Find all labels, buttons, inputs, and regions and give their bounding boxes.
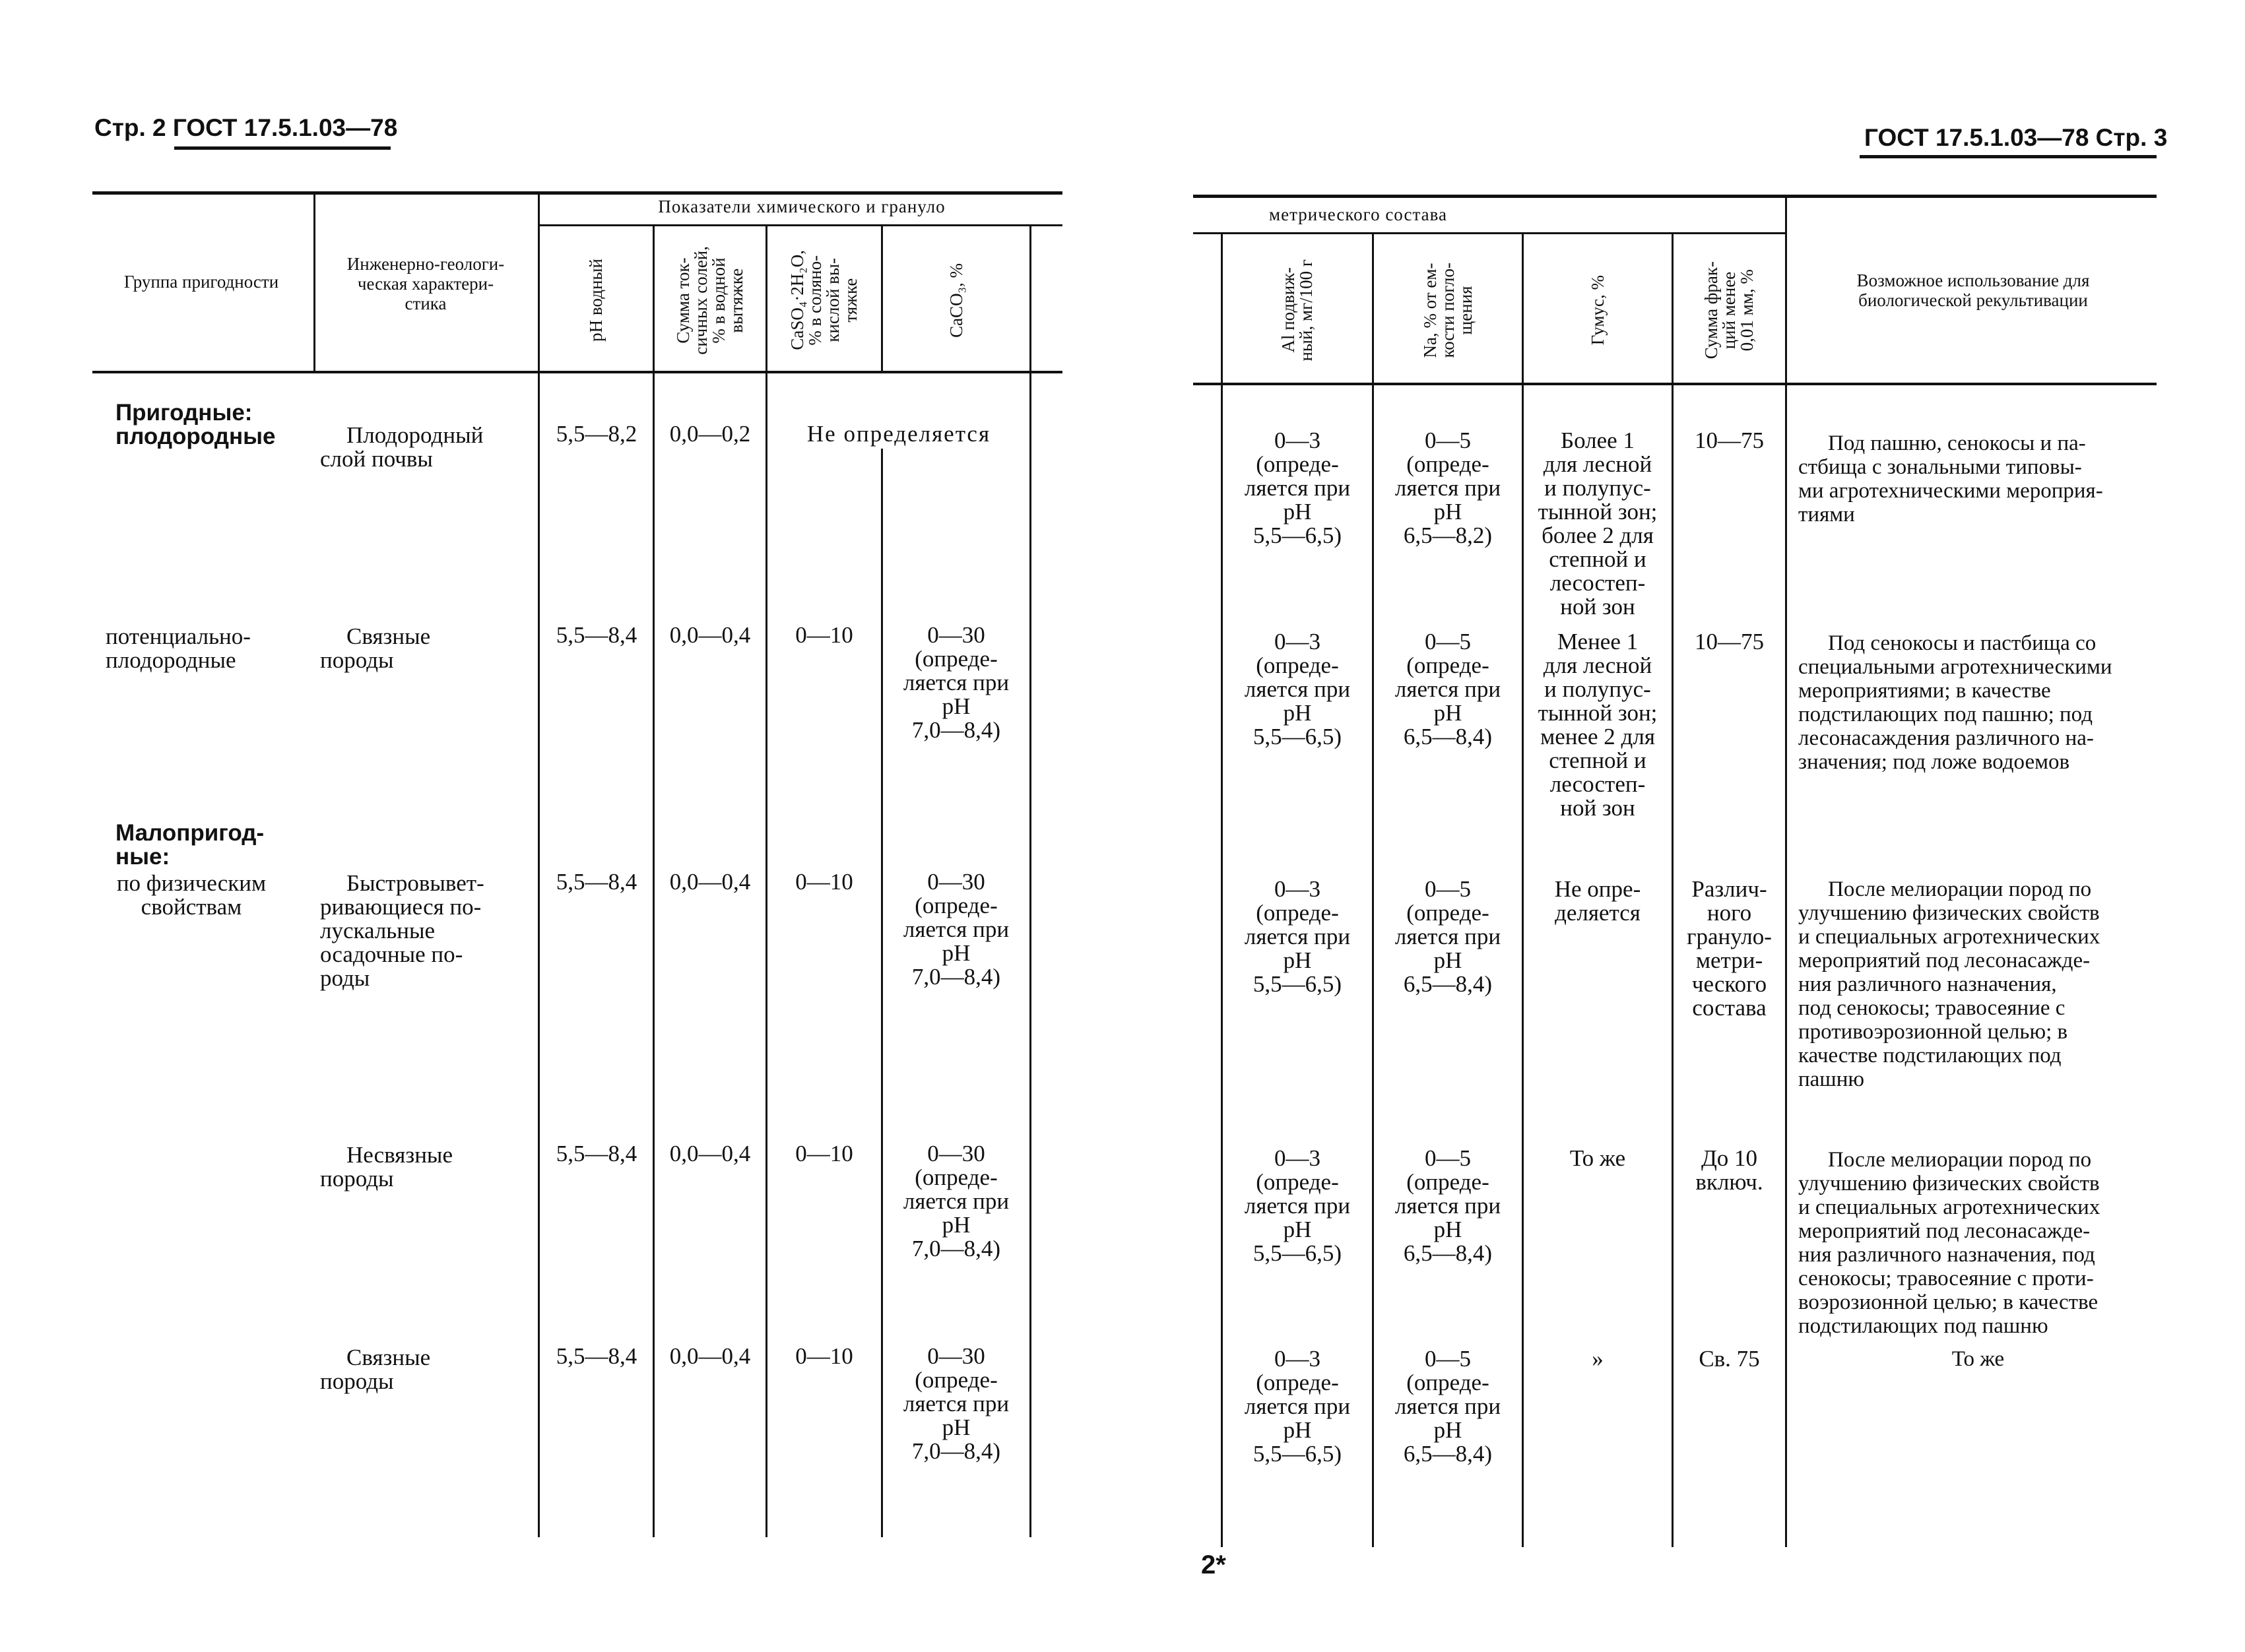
col-header-usage: Возможное использование для биологической рекультивации <box>1856 270 2090 310</box>
group-suitable-title: Пригодные: <box>115 400 253 426</box>
r-row5-fractions: Св. 75 <box>1699 1346 1760 1372</box>
header-underline <box>174 146 391 150</box>
group-fertile: плодородные <box>115 424 276 449</box>
col-header-caso4: CaSO₄·2H₂O, % в соляно- кислой вы- тяжке <box>787 250 861 350</box>
row1-char: Плодородный слой почвы <box>320 422 484 472</box>
row4-caso4: 0—10 <box>795 1141 853 1166</box>
header-bottom-rule <box>1193 383 2157 385</box>
row5-caco3: 0—30 (опреде- ляется при pH 7,0—8,4) <box>903 1343 1010 1464</box>
row4-salts: 0,0—0,4 <box>669 1141 751 1166</box>
row3-ph: 5,5—8,4 <box>556 869 637 895</box>
r-row5-na: 0—5 (опреде- ляется при pH 6,5—8,4) <box>1394 1346 1501 1467</box>
table-top-rule <box>92 191 1062 195</box>
r-row4-fractions: До 10 включ. <box>1695 1145 1763 1195</box>
row2-ph: 5,5—8,4 <box>556 622 637 648</box>
row4-caco3: 0—30 (опреде- ляется при pH 7,0—8,4) <box>903 1141 1010 1261</box>
col-header-caco3: CaCO₃, % <box>946 263 966 338</box>
r-row3-fractions: Различ- ного грануло- метри- ческого состава <box>1687 876 1772 1021</box>
col-header-indicators-cont: метрического состава <box>1269 205 1447 224</box>
r-row3-na: 0—5 (опреде- ляется при pH 6,5—8,4) <box>1394 876 1501 997</box>
row5-salts: 0,0—0,4 <box>669 1343 751 1369</box>
row3-caso4: 0—10 <box>795 869 853 895</box>
r-row4-na: 0—5 (опреде- ляется при pH 6,5—8,4) <box>1394 1145 1501 1266</box>
r-row5-usage: То же <box>1951 1347 2005 1371</box>
row1-caso4: Не определяется <box>806 421 991 447</box>
col-header-salts: Сумма ток- сичных солей, % в водной вытяжке <box>673 245 746 355</box>
r-row2-humus: Менее 1 для лесной и полупус- тынной зон; менее 2 для степной и лесостеп- ной зон <box>1538 629 1658 821</box>
r-row4-usage: После мелиорации пород по улучшению физических свойств и специальных агротехнических мероприятий под лесонасажде- ния различного назначения, под сенокосы; травосеяние с проти- воэрозионной целью; в качестве подстилающих под пашню <box>1798 1148 2100 1338</box>
row3-caco3: 0—30 (опреде- ляется при pH 7,0—8,4) <box>903 869 1010 990</box>
r-row3-humus: Не опре- деляется <box>1554 876 1641 926</box>
row5-caso4: 0—10 <box>795 1343 853 1369</box>
row1-ph: 5,5—8,2 <box>556 421 637 447</box>
r-row5-humus: » <box>1592 1346 1604 1372</box>
row1-salts: 0,0—0,2 <box>669 421 751 447</box>
col-header-al: Al подвиж- ный, мг/100 г <box>1278 259 1316 362</box>
col-header-fractions: Сумма фрак- ций менее 0,01 мм, % <box>1701 261 1757 360</box>
row4-ph: 5,5—8,4 <box>556 1141 637 1166</box>
col-header-ph: pH водный <box>585 259 606 342</box>
right-page-header: ГОСТ 17.5.1.03—78 Стр. 3 <box>1864 124 2168 151</box>
row3-salts: 0,0—0,4 <box>669 869 751 895</box>
r-row2-al: 0—3 (опреде- ляется при pH 5,5—6,5) <box>1244 629 1351 749</box>
row2-char: Связные породы <box>320 623 431 673</box>
row2-caco3: 0—30 (опреде- ляется при pH 7,0—8,4) <box>903 622 1010 743</box>
r-row3-al: 0—3 (опреде- ляется при pH 5,5—6,5) <box>1244 876 1351 997</box>
col-divider <box>1029 224 1031 1537</box>
r-row4-humus: То же <box>1569 1145 1626 1171</box>
col-header-indicators: Показатели химического и грануло <box>658 197 946 216</box>
indicators-rule <box>1193 232 1785 234</box>
row2-salts: 0,0—0,4 <box>669 622 751 648</box>
row4-char: Несвязные породы <box>320 1142 453 1191</box>
group-low-suitable-title: Малопригод- ные: <box>115 820 265 870</box>
r-row3-usage: После мелиорации пород по улучшению физических свойств и специальных агротехнических мероприятий под лесонасажде- ния различного назначения, под сенокосы; травосеяние с противоэрозионной целью; в качестве подстилающих под пашню <box>1798 877 2100 1091</box>
r-row4-al: 0—3 (опреде- ляется при pH 5,5—6,5) <box>1244 1145 1351 1266</box>
indicators-rule <box>538 224 1062 226</box>
row2-caso4: 0—10 <box>795 622 853 648</box>
r-row5-al: 0—3 (опреде- ляется при pH 5,5—6,5) <box>1244 1346 1351 1467</box>
group-physical-properties: по физическим свойствам <box>116 870 267 920</box>
header-underline <box>1860 155 2157 158</box>
col-header-group: Группа пригодности <box>123 272 279 292</box>
col-divider <box>538 191 540 1537</box>
table-top-rule <box>1193 195 2157 198</box>
left-page-header: Стр. 2 ГОСТ 17.5.1.03—78 <box>94 114 398 141</box>
row5-ph: 5,5—8,4 <box>556 1343 637 1369</box>
col-divider <box>1785 195 1787 1547</box>
col-header-humus: Гумус, % <box>1587 274 1608 346</box>
r-row1-fractions: 10—75 <box>1695 428 1764 453</box>
r-row1-humus: Более 1 для лесной и полупус- тынной зон; более 2 для степной и лесостеп- ной зон <box>1538 428 1658 620</box>
header-bottom-rule <box>92 371 1062 373</box>
col-header-na: Na, % от ем- кости погло- щения <box>1419 262 1476 358</box>
page-signature-mark: 2* <box>1201 1550 1226 1579</box>
r-row1-na: 0—5 (опреде- ляется при pH 6,5—8,2) <box>1394 428 1501 548</box>
r-row2-usage: Под сенокосы и пастбища со специальными агротехническими мероприятиями; в качестве подстилающих под пашню; под лесонасаждения различного на- значения; под ложе водоемов <box>1798 631 2112 774</box>
col-header-engineering: Инженерно-геологи- ческая характери- стика <box>346 254 505 313</box>
group-potentially-fertile: потенциально- плодородные <box>106 623 251 673</box>
r-row2-fractions: 10—75 <box>1695 629 1764 654</box>
r-row1-al: 0—3 (опреде- ляется при pH 5,5—6,5) <box>1244 428 1351 548</box>
row3-char: Быстровывет- ривающиеся по- лускальные осадочные по- роды <box>320 870 484 991</box>
col-divider <box>313 191 315 371</box>
row5-char: Связные породы <box>320 1345 431 1394</box>
r-row1-usage: Под пашню, сенокосы и па- стбища с зональными типовы- ми агротехническими мероприя- тиями <box>1798 431 2103 526</box>
r-row2-na: 0—5 (опреде- ляется при pH 6,5—8,4) <box>1394 629 1501 749</box>
